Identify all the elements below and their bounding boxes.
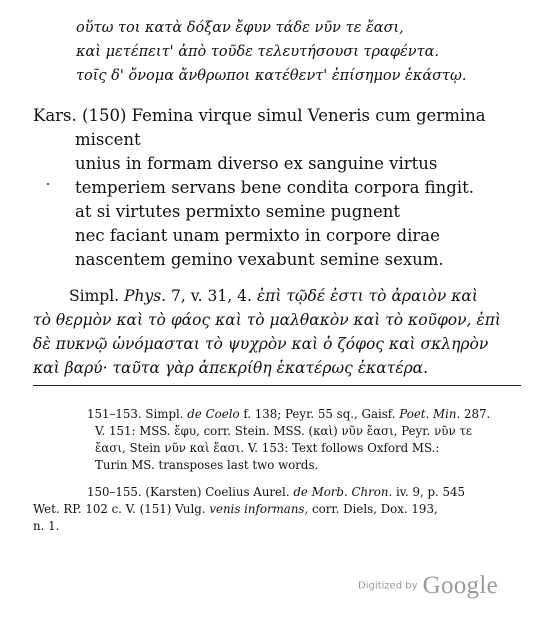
greek-verse-line: οὕτω τοι κατὰ δόξαν ἔφυν τάδε νῦν τε ἔασι, <box>76 20 404 36</box>
latin-verse-line: nec faciant unam permixto in corpore dirae <box>75 226 440 245</box>
citation-line: τὸ θερμὸν καὶ τὸ φάος καὶ τὸ μαλθακὸν καὶ τὸ κοῦφον, ἐπὶ <box>33 311 501 329</box>
latin-verse-line: unius in formam diverso ex sanguine virtus <box>75 154 438 173</box>
footnote-italic: de Coelo <box>187 407 240 421</box>
footnote-text: corr. Diels, Dox. 193, <box>311 502 438 516</box>
greek-verse-line: καὶ μετέπειτ' ἀπὸ τοῦδε τελευτήσουσι τραφέντα. <box>76 44 440 60</box>
citation-ref: 7, v. 31, 4. <box>171 287 252 305</box>
footnote-italic: venis informans, <box>209 502 309 516</box>
footnotes <box>33 406 523 535</box>
google-watermark <box>358 572 498 600</box>
footnote-italic: Poet. Min. <box>399 407 461 421</box>
greek-verses <box>76 16 466 88</box>
footnote-text: f. 138; Peyr. 55 sq., Gaisf. <box>243 407 396 421</box>
footnote-gap <box>33 474 523 484</box>
footnote-italic: de Morb. Chron. <box>293 485 393 499</box>
citation-line: δὲ πυκνῷ ὠνόμασται τὸ ψυχρὸν καὶ ὁ ζόφος καὶ σκληρὸν <box>33 335 489 353</box>
footnote-divider <box>33 385 521 386</box>
simplicius-citation <box>33 284 521 380</box>
footnote-line: V. 151: MSS. ἔφυ, corr. Stein. MSS. (καὶ) νῦν ἔασι, Peyr. νῦν τε <box>95 424 473 438</box>
karsten-latin-passage <box>33 104 533 272</box>
footnote-text: 287. <box>464 407 491 421</box>
footnote-text: 150–155. (Karsten) Coelius Aurel. <box>87 485 290 499</box>
citation-greek: ἐπὶ τῷδέ ἐστι τὸ ἀραιὸν καὶ <box>256 287 478 305</box>
print-speck <box>47 183 49 185</box>
latin-verse-continuation: miscent <box>75 130 141 149</box>
citation-line <box>33 284 521 308</box>
latin-verse-line: at si virtutes permixto semine pugnent <box>75 202 400 221</box>
footnote-line <box>33 484 523 501</box>
latin-verse-line: temperiem servans bene condita corpora fingit. <box>75 178 474 197</box>
footnote-line: ἔασι, Stein νῦν καὶ ἔασι. V. 153: Text follows Oxford MS.: <box>95 441 440 455</box>
footnote-text: 151–153. Simpl. <box>87 407 184 421</box>
google-logo: Google <box>422 572 498 599</box>
citation-author: Simpl. <box>69 287 120 305</box>
footnote-text: iv. 9, p. 545 <box>395 485 466 499</box>
latin-verse-line: nascentem gemino vexabunt semine sexum. <box>75 250 444 269</box>
footnote-line: n. 1. <box>33 519 60 533</box>
digitized-by-text: Digitized by <box>358 580 418 592</box>
latin-verse-line: Kars. (150) Femina virque simul Veneris cum germina <box>33 106 486 125</box>
citation-line: καὶ βαρύ· ταῦτα γὰρ ἀπεκρίθη ἑκατέρως ἑκατέρα. <box>33 359 429 377</box>
citation-work: Phys. <box>124 287 167 305</box>
greek-verse-line: τοῖς δ' ὄνομα ἄνθρωποι κατέθεντ' ἐπίσημον ἑκάστῳ. <box>76 68 467 84</box>
footnote-line <box>33 501 523 518</box>
footnote-line: Turin MS. transposes last two words. <box>95 458 319 472</box>
footnote-line <box>33 406 523 423</box>
footnote-text: Wet. RP. 102 c. V. (151) Vulg. <box>33 502 206 516</box>
